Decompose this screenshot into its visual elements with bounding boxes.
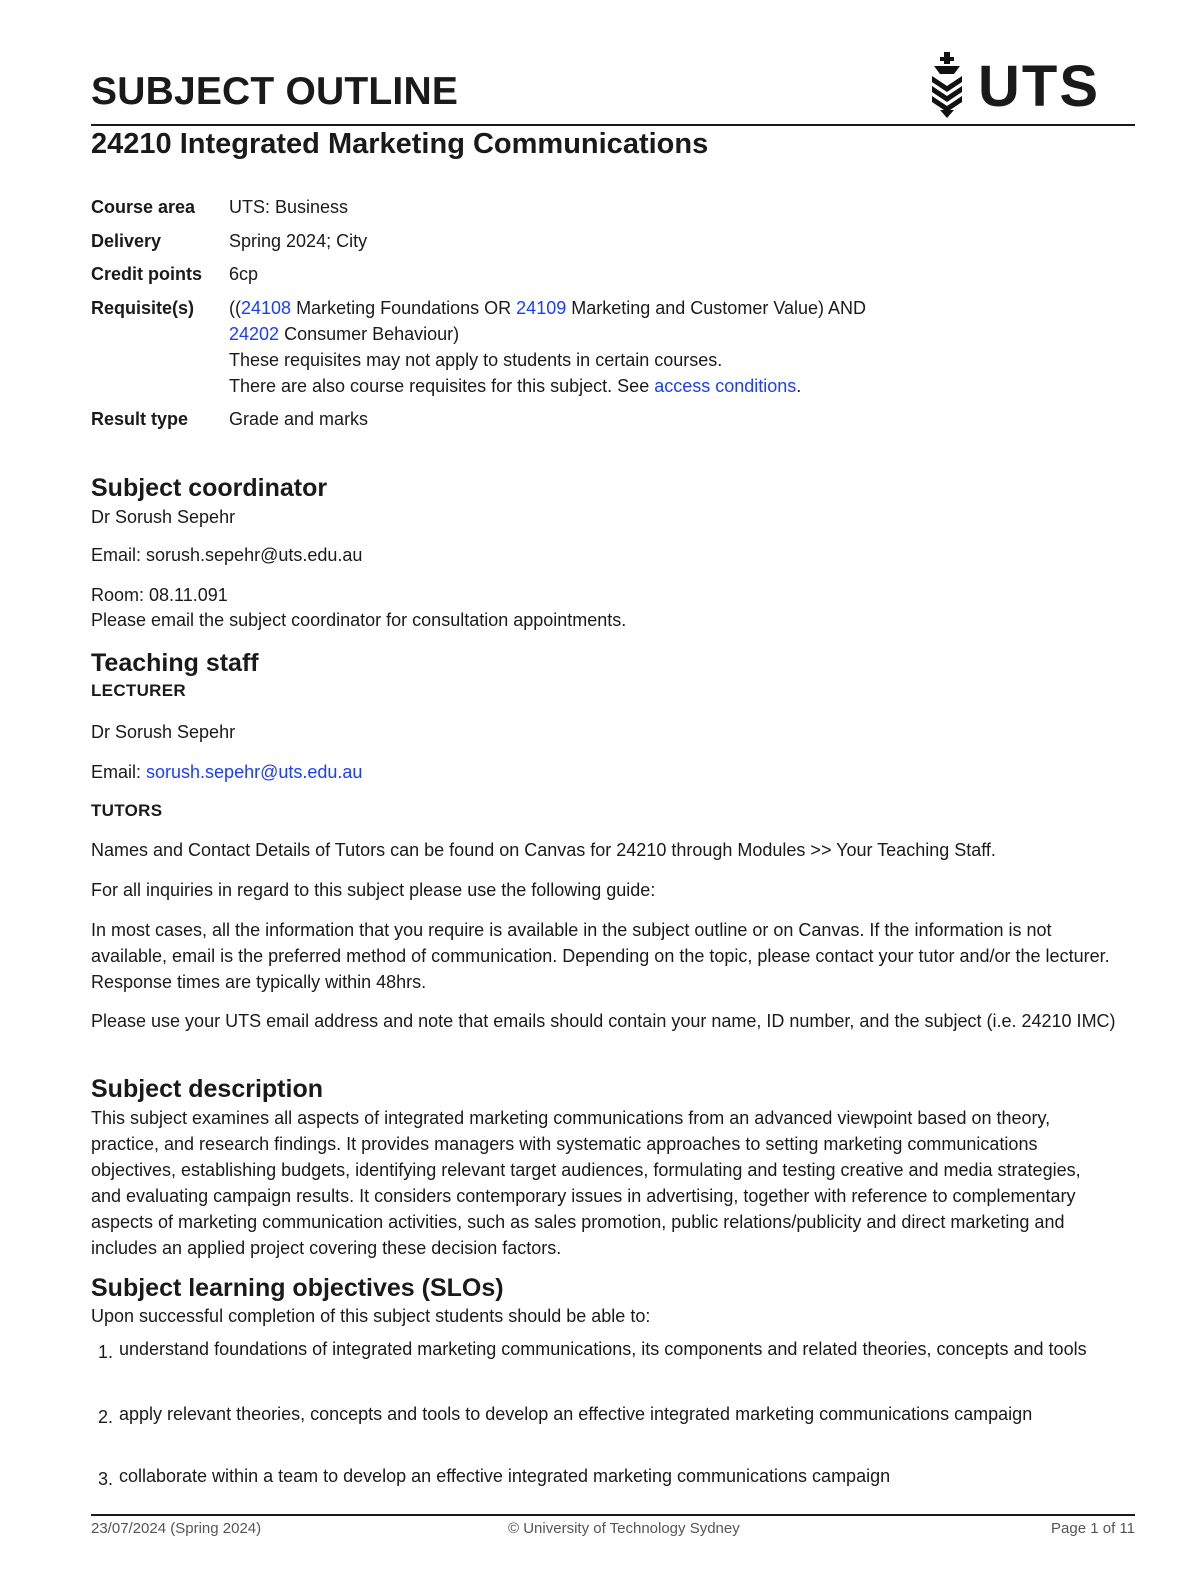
requisite-link-24109[interactable]: 24109	[516, 298, 567, 318]
requisite-link-24108[interactable]: 24108	[241, 298, 292, 318]
requisites-note-2	[229, 373, 866, 399]
meta-value: 6cp	[229, 264, 259, 284]
inquiries-text: For all inquiries in regard to this subject please use the following guide:	[91, 880, 656, 900]
requisites-text: Marketing and Customer Value) AND	[566, 298, 867, 318]
coordinator-consultation: Please email the subject coordinator for consultation appointments.	[91, 610, 627, 630]
slo-item: understand foundations of integrated marketing communications, its components and related theories, concepts and tools	[119, 1339, 1087, 1359]
meta-value: UTS: Business	[229, 197, 349, 217]
email-label: Email:	[91, 762, 147, 782]
requisites-line-1	[229, 295, 866, 321]
email-note: Please use your UTS email address and note that emails should contain your name, ID number, and the subject (i.e. 24210 IMC)	[91, 1011, 1116, 1031]
footer-copyright: © University of Technology Sydney	[508, 1520, 740, 1537]
requisites-line-2	[229, 321, 866, 347]
uts-logo	[928, 52, 1098, 122]
slo-item: collaborate within a team to develop an effective integrated marketing communications campaign	[119, 1466, 891, 1486]
tutors-label: TUTORS	[91, 801, 163, 820]
meta-label: Requisite(s)	[91, 298, 195, 318]
footer-divider	[91, 1514, 1135, 1516]
meta-label: Result type	[91, 409, 189, 429]
inquiries-guide: In most cases, all the information that you require is available in the subject outline or on Canvas. If the information is not available, email is the preferred method of communication. Depending on the topic, please contact your tutor and/or the lecturer. Response times are typically within 48hrs.	[91, 920, 1110, 992]
requisites-text: There are also course requisites for this subject. See	[229, 376, 655, 396]
lecturer-label: LECTURER	[91, 681, 186, 700]
coordinator-room: Room: 08.11.091	[91, 585, 228, 605]
lecturer-email-link[interactable]: sorush.sepehr@uts.edu.au	[146, 762, 363, 782]
tutors-text: Names and Contact Details of Tutors can be found on Canvas for 24210 through Modules >> Your Teaching Staff.	[91, 840, 996, 860]
slo-number: 3.	[98, 1469, 114, 1489]
requisites-text: Consumer Behaviour)	[279, 324, 460, 344]
footer-page-number: Page 1 of 11	[1051, 1520, 1135, 1537]
coordinator-email: Email: sorush.sepehr@uts.edu.au	[91, 545, 363, 565]
requisites-value	[229, 295, 866, 399]
slo-number: 1.	[98, 1342, 114, 1362]
coordinator-name: Dr Sorush Sepehr	[91, 507, 236, 527]
footer-date: 23/07/2024 (Spring 2024)	[91, 1520, 262, 1537]
document-title: SUBJECT OUTLINE	[91, 70, 459, 113]
description-text: This subject examines all aspects of integrated marketing communications from an advanced viewpoint based on theory, practice, and research findings. It provides managers with systematic approaches to setting marketing communications objectives, establishing budgets, identifying relevant target audiences, formulating and testing creative and media strategies, and evaluating campaign results. It considers contemporary issues in advertising, together with reference to complementary aspects of marketing communication activities, such as sales promotion, public relations/publicity and direct marketing and includes an applied project covering these decision factors.	[91, 1108, 1081, 1258]
uts-logo-text: UTS	[978, 54, 1100, 119]
coordinator-heading: Subject coordinator	[91, 474, 328, 502]
meta-label: Credit points	[91, 264, 202, 284]
slo-heading: Subject learning objectives (SLOs)	[91, 1274, 504, 1302]
access-conditions-link[interactable]: access conditions	[654, 376, 797, 396]
requisites-note-1: These requisites may not apply to students in certain courses.	[229, 350, 723, 370]
slo-number: 2.	[98, 1407, 114, 1427]
meta-label: Course area	[91, 197, 196, 217]
lecturer-name: Dr Sorush Sepehr	[91, 722, 236, 742]
header-divider	[91, 124, 1135, 126]
lecturer-email	[91, 759, 1121, 785]
requisite-link-24202[interactable]: 24202	[229, 324, 280, 344]
meta-value: Grade and marks	[229, 409, 369, 429]
meta-label: Delivery	[91, 231, 162, 251]
requisites-text: Marketing Foundations OR	[291, 298, 517, 318]
description-heading: Subject description	[91, 1075, 323, 1103]
meta-value: Spring 2024; City	[229, 231, 368, 251]
requisites-text: ((	[229, 298, 241, 318]
requisites-text: .	[796, 376, 802, 396]
teaching-staff-heading: Teaching staff	[91, 649, 259, 677]
slo-intro: Upon successful completion of this subject students should be able to:	[91, 1306, 651, 1326]
subject-title: 24210 Integrated Marketing Communications	[91, 128, 709, 160]
slo-item: apply relevant theories, concepts and tools to develop an effective integrated marketing communications campaign	[119, 1404, 1033, 1424]
